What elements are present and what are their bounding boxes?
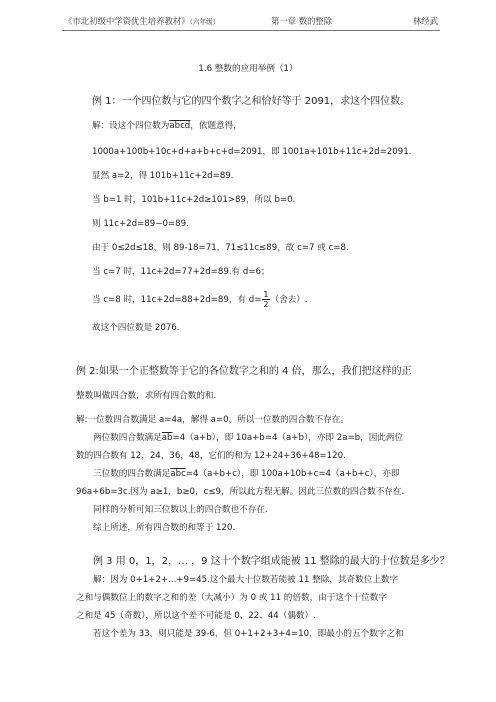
solution-text-tail: =4（a+b+c），即 100a+10b+c=4（a+b+c），亦即 xyxy=(185,469,400,479)
example-1-step: 由于 0≤2d≤18，则 89-18=71，71≤11c≤89，故 c=7 或 c=8. xyxy=(92,243,349,253)
example-3-statement: 例 3 用 0，1，2，… ，9 这十个数字组成能被 11 整除的最大的十位数是多少？ xyxy=(93,556,450,567)
example-2-solution: 解:一位数四合数满足 a=4a，解得 a=0，所以一位数的四合数不存在。 xyxy=(76,415,349,425)
example-1-step: 显然 a=2，得 101b+11c+2d=89. xyxy=(92,171,234,181)
solution-text: 解：设这个四位数为 xyxy=(92,121,170,131)
step-text-tail: （舍去）. xyxy=(270,295,308,305)
example-1-conclusion: 故这个四位数是 2076. xyxy=(92,323,180,333)
overlined-number: $\overline{abc}$ xyxy=(170,469,186,479)
solution-text-tail: =4（a+b），即 10a+b=4（a+b），亦即 2a=b，因此两位 xyxy=(172,433,404,443)
example-3-solution-cont: 之和是 45（奇数），所以这个差不可能是 0、22、44（偶数）. xyxy=(76,611,316,621)
example-1-step-fraction xyxy=(92,290,308,309)
example-2-two-digit xyxy=(93,432,403,444)
section-title: 1.6 整数的应用举例（1） xyxy=(198,64,298,74)
fraction-one-half xyxy=(262,290,269,309)
example-1-equation: 1000a+100b+10c+d+a+b+c+d=2091，即 1001a+101b+11c+2d=2091. xyxy=(92,147,412,157)
solution-text: 两位数四合数满足 xyxy=(93,433,162,443)
overlined-number: abcd xyxy=(169,121,191,131)
example-2-two-digit-cont: 数的四合数有 12，24，36，48，它们的和为 12+24+36+48=120. xyxy=(76,451,346,461)
example-2-statement: 例 2:如果一个正整数等于它的各位数字之和的 4 倍，那么，我们把这样的正 xyxy=(76,366,412,377)
header-grade: （六年级） xyxy=(189,18,220,26)
example-2-three-digit xyxy=(93,468,400,480)
running-header xyxy=(64,15,438,29)
header-rule xyxy=(62,30,440,31)
example-1-step: 当 b=1 时，101b+11c+2d≥101>89，所以 b=0. xyxy=(92,195,296,205)
fraction-denominator: 2 xyxy=(263,300,269,309)
header-author: 林经武 xyxy=(412,16,438,26)
example-2-three-digit-cont: 96a+6b=3c.因为 a≥1，b≥0，c≤9，所以此方程无解。因此三位数的四合数不存在. xyxy=(76,487,405,497)
solution-text: 三位数的四合数满足 xyxy=(93,469,171,479)
example-3-solution-cont: 若这个差为 33，则只能是 39-6，但 0+1+2+3+4=10，即最小的五个数字之和 xyxy=(93,629,404,639)
header-book-title xyxy=(64,15,219,27)
example-3-solution-cont: 之和与偶数位上的数字之和的差（大减小）为 0 或 11 的倍数，由于这个十位数字 xyxy=(76,593,387,603)
fraction-numerator: 1 xyxy=(263,290,269,299)
example-2-conclusion: 综上所述，所有四合数的和等于 120. xyxy=(93,523,236,533)
example-2-analysis: 同样的分析可知三位数以上的四合数也不存在. xyxy=(93,505,268,515)
example-1-statement: 例 1：一个四位数与它的四个数字之和恰好等于 2091，求这个四位数。 xyxy=(92,96,411,107)
overlined-number: $\overline{ab}$ xyxy=(161,433,173,443)
example-1-step: 则 11c+2d=89−0=89. xyxy=(92,219,189,229)
header-chapter: 第一章 数的整除 xyxy=(271,16,333,26)
example-1-step: 当 c=7 时，11c+2d=77+2d=89.有 d=6； xyxy=(92,267,270,277)
solution-text-tail: ，依题意得， xyxy=(190,121,242,131)
example-1-solution-intro xyxy=(92,120,242,132)
step-text: 当 c=8 时，11c+2d=88+2d=89，有 d= xyxy=(92,295,262,305)
example-2-statement-cont: 整数叫做四合数，求所有四合数的和. xyxy=(76,391,217,401)
header-book-name: 《市北初级中学资优生培养教材》 xyxy=(64,16,190,26)
example-3-solution: 解：因为 0+1+2+...+9=45.这个最大十位数若能被 11 整除，其奇数位上数字 xyxy=(93,575,399,585)
